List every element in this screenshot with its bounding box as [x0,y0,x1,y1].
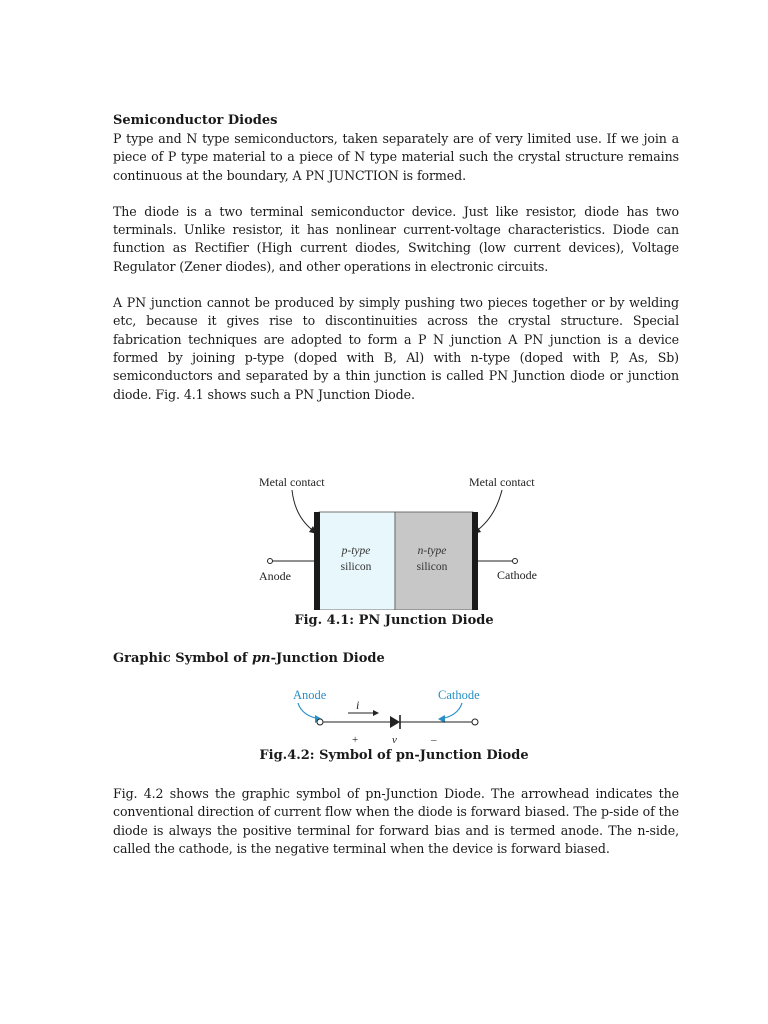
current-i-label: i [356,698,360,712]
figure-2-caption-text: Fig.4.2: Symbol of pn-Junction Diode [259,748,529,763]
plus-sign: + [352,734,359,746]
diode-triangle-icon [390,716,400,728]
final-text-block [113,785,679,858]
metal-contact-left-arrow [292,490,315,532]
cathode-terminal [513,559,518,564]
anode-label: Anode [259,569,291,583]
metal-contact-right-label: Metal contact [469,475,535,489]
voltage-v-label: v [392,734,397,746]
p-type-label: p-type [341,545,371,557]
figure-1-caption [0,612,768,630]
symbol-cathode-terminal [472,719,478,725]
n-silicon-label: silicon [416,561,448,573]
section-2-heading-suffix: -Junction Diode [270,651,385,666]
paragraph-1: P type and N type semiconductors, taken separately are of very limited use. If we join a piece of P type material to a piece of N type material such the crystal structure remains continuous at the boundary, A PN JUNCTION is formed. [113,131,679,183]
metal-contact-left-label: Metal contact [259,475,325,489]
figure-1-caption-text: Fig. 4.1: PN Junction Diode [294,613,494,628]
section-2-heading [113,650,385,668]
current-arrowhead [373,710,379,716]
paragraph-2: The diode is a two terminal semiconductor device. Just like resistor, diode has two terminals. Unlike resistor, it has nonlinear current-voltage characteristics. Diode can function as Rectifier (High current diodes, Switching (low current devices), Voltage Regulator (Zener diodes), and other operations in electronic circuits. [113,203,679,274]
main-text-block [113,112,679,404]
section-2-heading-italic: pn [252,651,271,666]
cathode-label: Cathode [497,568,537,582]
pn-junction-figure [257,470,537,610]
symbol-anode-terminal [317,719,323,725]
metal-contact-right [472,512,478,610]
n-type-label: n-type [417,545,447,557]
symbol-anode-label: Anode [293,688,327,702]
minus-sign: – [431,734,437,746]
metal-contact-left [314,512,320,610]
section-heading: Semiconductor Diodes [113,113,278,128]
final-paragraph: Fig. 4.2 shows the graphic symbol of pn-Junction Diode. The arrowhead indicates the conventional direction of current flow when the diode is forward biased. The p-side of the diode is always the positive terminal for forward bias and is termed anode. The n-side, called the cathode, is the negative terminal when the device is forward biased. [113,786,679,856]
metal-contact-right-arrow [475,490,502,532]
figure-2-caption [0,747,768,765]
anode-terminal [268,559,273,564]
paragraph-3: A PN junction cannot be produced by simply pushing two pieces together or by welding etc, because it gives rise to discontinuities across the crystal structure. Special fabrication techniques are adopted to form a P N junction A PN junction is a device formed by joining p-type (doped with B, Al) with n-type (doped with P, As, Sb) semiconductors and separated by a thin junction is called PN Junction diode or junction diode. Fig. 4.1 shows such a PN Junction Diode. [113,295,679,402]
p-silicon-label: silicon [340,561,372,573]
symbol-cathode-label: Cathode [438,688,480,702]
section-2-heading-prefix: Graphic Symbol of [113,651,253,666]
diode-symbol-figure [290,683,490,747]
